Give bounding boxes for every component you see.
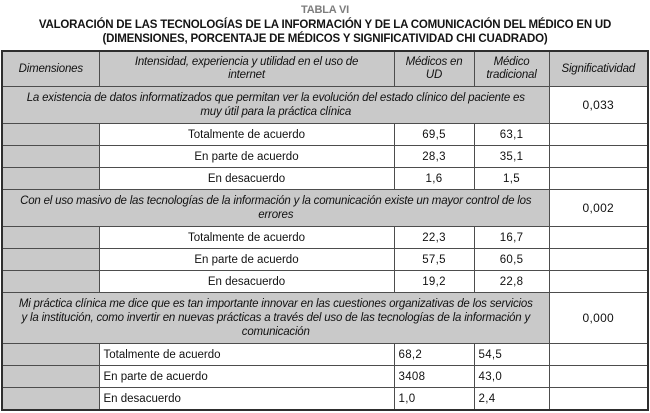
dimension-spacer-cell xyxy=(2,366,99,388)
col-header-significatividad: Significatividad xyxy=(549,51,648,87)
response-label: Totalmente de acuerdo xyxy=(99,124,394,146)
medicos-ud-value: 19,2 xyxy=(394,271,474,293)
table-row xyxy=(2,227,648,249)
table-row xyxy=(2,344,648,366)
significance-empty-cell xyxy=(549,249,648,271)
response-label: Totalmente de acuerdo xyxy=(99,227,394,249)
dimension-spacer-cell xyxy=(2,271,99,293)
response-label: En parte de acuerdo xyxy=(99,249,394,271)
table-row xyxy=(2,271,648,293)
dimension-spacer-cell xyxy=(2,227,99,249)
significance-value: 0,002 xyxy=(549,190,648,227)
significance-empty-cell xyxy=(549,366,648,388)
medico-tradicional-value: 43,0 xyxy=(474,366,549,388)
dimension-spacer-cell xyxy=(2,146,99,168)
significance-empty-cell xyxy=(549,388,648,411)
header-row xyxy=(2,51,648,87)
table-row xyxy=(2,249,648,271)
table-title-line2: (DIMENSIONES, PORCENTAJE DE MÉDICOS Y SIGNIFICATIVIDAD CHI CUADRADO) xyxy=(102,33,548,45)
medico-tradicional-value: 22,8 xyxy=(474,271,549,293)
col-header-intensidad: Intensidad, experiencia y utilidad en el uso de internet xyxy=(99,51,394,87)
section-statement-row xyxy=(2,87,648,124)
significance-empty-cell xyxy=(549,146,648,168)
medicos-ud-value: 57,5 xyxy=(394,249,474,271)
response-label: En desacuerdo xyxy=(99,168,394,190)
significance-empty-cell xyxy=(549,227,648,249)
section-statement-row xyxy=(2,293,648,344)
dimension-statement: Mi práctica clínica me dice que es tan importante innovar en las cuestiones organizativas de los servicios y la institución, como invertir en nuevas prácticas a través del uso de las tecnologías de la información y comunicación xyxy=(2,293,549,344)
table-title-line1: VALORACIÓN DE LAS TECNOLOGÍAS DE LA INFORMACIÓN Y DE LA COMUNICACIÓN DEL MÉDICO EN UD xyxy=(38,19,612,31)
medico-tradicional-value: 1,5 xyxy=(474,168,549,190)
response-label: En parte de acuerdo xyxy=(99,366,394,388)
medico-tradicional-value: 54,5 xyxy=(474,344,549,366)
dimension-spacer-cell xyxy=(2,249,99,271)
valoracion-table xyxy=(1,50,649,411)
response-label: En desacuerdo xyxy=(99,271,394,293)
table-caption xyxy=(0,0,650,46)
significance-empty-cell xyxy=(549,271,648,293)
medicos-ud-value: 68,2 xyxy=(394,344,474,366)
dimension-spacer-cell xyxy=(2,344,99,366)
table-row xyxy=(2,388,648,411)
dimension-spacer-cell xyxy=(2,168,99,190)
medico-tradicional-value: 60,5 xyxy=(474,249,549,271)
medico-tradicional-value: 16,7 xyxy=(474,227,549,249)
significance-empty-cell xyxy=(549,124,648,146)
dimension-spacer-cell xyxy=(2,124,99,146)
col-header-medicos-ud: Médicos en UD xyxy=(394,51,474,87)
response-label: Totalmente de acuerdo xyxy=(99,344,394,366)
medico-tradicional-value: 2,4 xyxy=(474,388,549,411)
medicos-ud-value: 1,0 xyxy=(394,388,474,411)
col-header-medico-tradicional: Médico tradicional xyxy=(474,51,549,87)
medicos-ud-value: 3408 xyxy=(394,366,474,388)
table-row xyxy=(2,168,648,190)
medico-tradicional-value: 35,1 xyxy=(474,146,549,168)
table-row xyxy=(2,146,648,168)
medicos-ud-value: 22,3 xyxy=(394,227,474,249)
table-row xyxy=(2,124,648,146)
section-statement-row xyxy=(2,190,648,227)
medicos-ud-value: 69,5 xyxy=(394,124,474,146)
medico-tradicional-value: 63,1 xyxy=(474,124,549,146)
medicos-ud-value: 28,3 xyxy=(394,146,474,168)
table-row xyxy=(2,366,648,388)
significance-value: 0,000 xyxy=(549,293,648,344)
table-number: TABLA VI xyxy=(301,4,349,16)
dimension-statement: La existencia de datos informatizados que permitan ver la evolución del estado clínico del paciente es muy útil para la práctica clínica xyxy=(2,87,549,124)
response-label: En parte de acuerdo xyxy=(99,146,394,168)
significance-empty-cell xyxy=(549,344,648,366)
col-header-dimensiones: Dimensiones xyxy=(2,51,99,87)
response-label: En desacuerdo xyxy=(99,388,394,411)
medicos-ud-value: 1,6 xyxy=(394,168,474,190)
significance-empty-cell xyxy=(549,168,648,190)
significance-value: 0,033 xyxy=(549,87,648,124)
dimension-statement: Con el uso masivo de las tecnologías de la información y la comunicación existe un mayor control de los errores xyxy=(2,190,549,227)
dimension-spacer-cell xyxy=(2,388,99,411)
